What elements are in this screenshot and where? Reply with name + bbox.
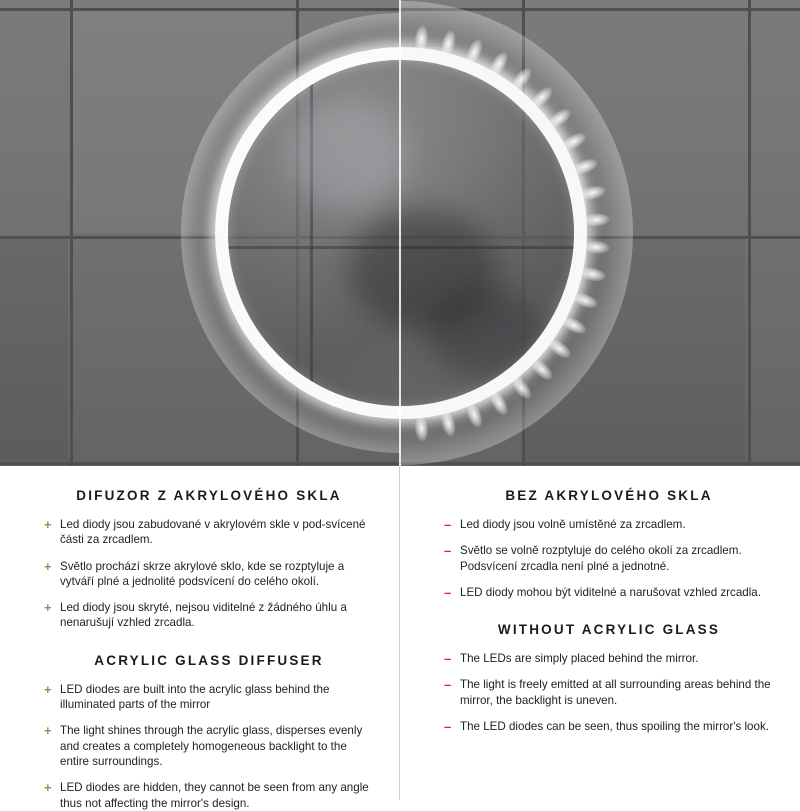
list-item-text: The light is freely emitted at all surrounding areas behind the mirror, the backlight is uneven. bbox=[460, 678, 771, 707]
column-divider bbox=[399, 466, 400, 800]
list-diffuser-en bbox=[44, 682, 374, 811]
list-item-text: Led diody jsou skryté, nejsou viditelné z žádného úhlu a nenarušují vzhled zrcadla. bbox=[60, 601, 347, 630]
list-item-text: The LED diodes can be seen, thus spoiling the mirror's look. bbox=[460, 720, 769, 734]
minus-icon: – bbox=[444, 677, 452, 693]
column-acrylic-glass-diffuser bbox=[0, 466, 400, 810]
heading-diffuser-en: ACRYLIC GLASS DIFFUSER bbox=[94, 652, 324, 668]
plus-icon: + bbox=[44, 723, 52, 739]
list-item-text: The LEDs are simply placed behind the mirror. bbox=[460, 652, 699, 666]
plus-icon: + bbox=[44, 558, 52, 574]
led-mirror bbox=[215, 47, 587, 419]
list-item bbox=[44, 780, 374, 811]
tile-shadow bbox=[0, 239, 68, 461]
plus-icon: + bbox=[44, 517, 52, 532]
list-item-text: Led diody jsou zabudované v akrylovém skle v pod-svícené části za zrcadlem. bbox=[60, 518, 366, 547]
list-item-text: Led diody jsou volně umístěné za zrcadlem. bbox=[460, 518, 686, 531]
minus-icon: – bbox=[444, 719, 452, 735]
list-item bbox=[44, 600, 374, 631]
list-item bbox=[444, 677, 774, 708]
list-item-text: Světlo prochází skrze akrylové sklo, kde se rozptyluje a vytváří plné a jednolité podsvícení do celého okolí. bbox=[60, 559, 345, 588]
list-item bbox=[44, 723, 374, 769]
list-item bbox=[444, 585, 774, 600]
photo-split-divider bbox=[399, 0, 401, 466]
mirror-glass bbox=[228, 60, 574, 406]
plus-icon: + bbox=[44, 600, 52, 616]
list-item-text: LED diody mohou být viditelné a narušovat vzhled zrcadla. bbox=[460, 585, 761, 599]
list-without-en bbox=[444, 651, 774, 734]
minus-icon: – bbox=[444, 517, 452, 532]
list-item-text: Světlo se volně rozptyluje do celého okolí za zrcadlem. Podsvícení zrcadla není plné a jednotné. bbox=[460, 544, 742, 573]
list-without-cs bbox=[444, 517, 774, 600]
list-item bbox=[44, 517, 374, 548]
list-item-text: LED diodes are hidden, they cannot be seen from any angle thus not affecting the mirror's design. bbox=[60, 781, 369, 810]
grout-line-vertical bbox=[748, 0, 751, 466]
plus-icon: + bbox=[44, 780, 52, 796]
minus-icon: – bbox=[444, 543, 452, 559]
heading-diffuser-cs: DIFUZOR Z AKRYLOVÉHO SKLA bbox=[76, 488, 342, 503]
plus-icon: + bbox=[44, 681, 52, 697]
list-diffuser-cs bbox=[44, 517, 374, 631]
list-item bbox=[44, 559, 374, 590]
list-item bbox=[444, 517, 774, 532]
heading-without-en: WITHOUT ACRYLIC GLASS bbox=[497, 622, 721, 638]
minus-icon: – bbox=[444, 584, 452, 600]
list-item bbox=[444, 651, 774, 666]
heading-without-cs: BEZ AKRYLOVÉHO SKLA bbox=[505, 488, 713, 503]
minus-icon: – bbox=[444, 651, 452, 667]
list-item-text: The light shines through the acrylic glass, disperses evenly and creates a completely homogeneous backlight to the entire surroundings. bbox=[60, 724, 363, 768]
list-item bbox=[44, 682, 374, 713]
column-without-acrylic-glass bbox=[400, 466, 800, 800]
list-item-text: LED diodes are built into the acrylic glass behind the illuminated parts of the mirror bbox=[60, 682, 330, 712]
list-item bbox=[444, 719, 774, 734]
list-item bbox=[444, 543, 774, 574]
comparison-text bbox=[0, 466, 800, 810]
